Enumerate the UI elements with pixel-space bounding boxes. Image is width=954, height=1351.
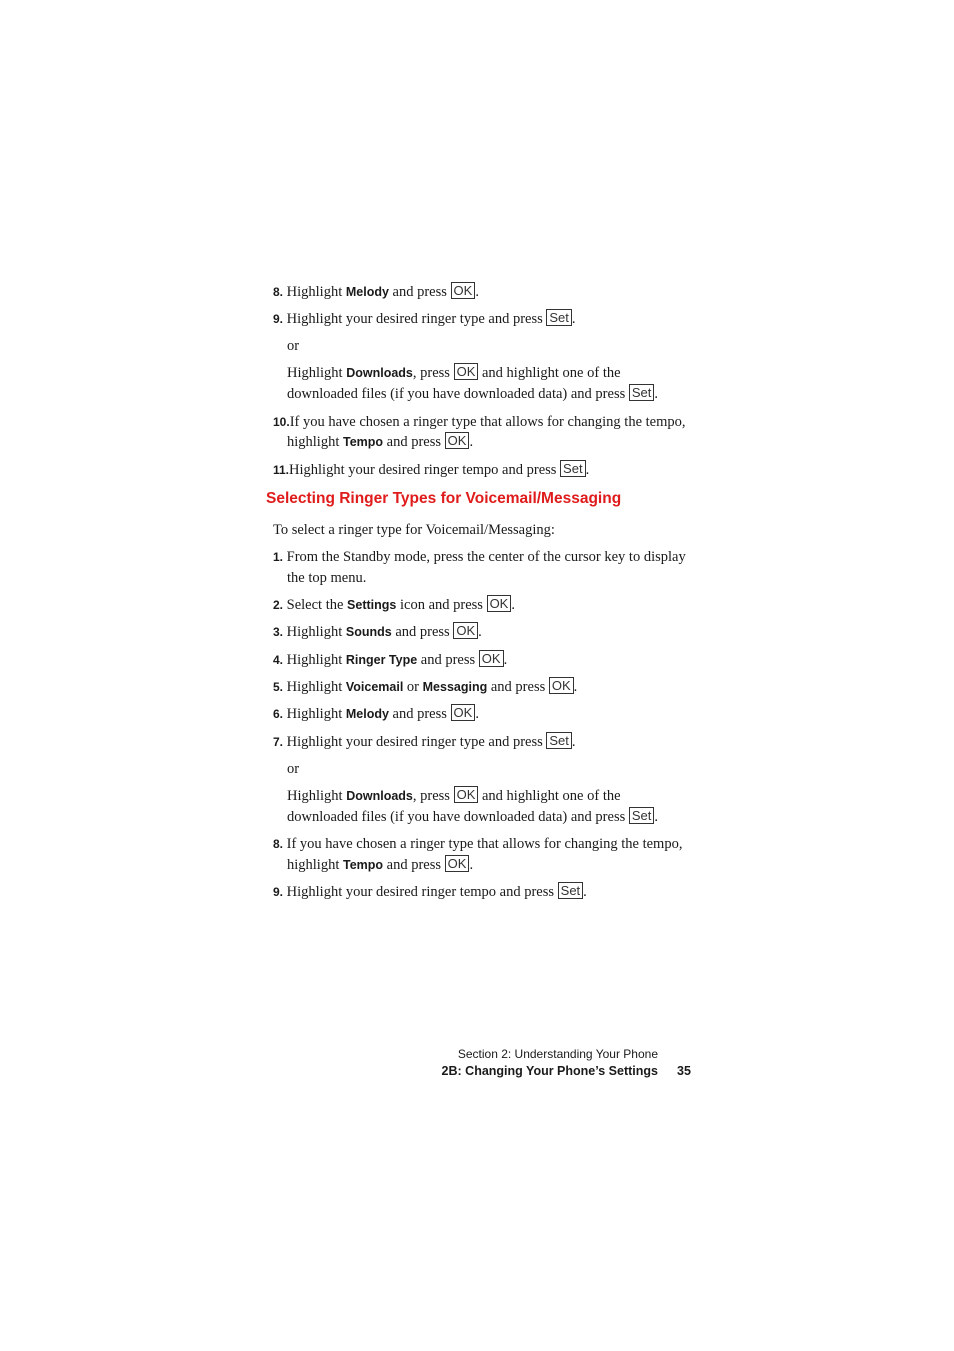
downloads-line-1: Highlight Downloads, press OK and highlight one of the: [287, 364, 621, 381]
step-10-tempo: 10.If you have chosen a ringer type that allows for changing the tempo,: [273, 414, 686, 430]
step-8-tempo: 8. If you have chosen a ringer type that allows for changing the tempo,: [273, 836, 683, 852]
set-key: Set: [560, 460, 586, 477]
step-3-sounds: 3. Highlight Sounds and press OK .: [273, 623, 482, 640]
ok-key: OK: [451, 282, 476, 299]
footer-chapter-label: 2B: Changing Your Phone’s Settings: [441, 1064, 658, 1078]
menu-term: Tempo: [343, 435, 384, 449]
downloads-line-2: downloaded files (if you have downloaded data) and press Set .: [287, 808, 658, 825]
menu-term: Settings: [347, 598, 397, 612]
step-number: 10.: [273, 415, 290, 429]
step-2-settings: 2. Select the Settings icon and press OK .: [273, 596, 515, 613]
step-number: 5.: [273, 680, 284, 694]
step-number: 8.: [273, 837, 284, 851]
step-5-voicemail: 5. Highlight Voicemail or Messaging and press OK .: [273, 678, 578, 695]
menu-term: Ringer Type: [345, 653, 418, 667]
step-8-line-2: highlight Tempo and press OK .: [287, 856, 474, 873]
step-9-desired-tempo: 9. Highlight your desired ringer tempo and press Set .: [273, 883, 587, 900]
step-number: 8.: [273, 285, 284, 299]
ok-key: OK: [451, 704, 476, 721]
set-key: Set: [558, 882, 584, 899]
step-number: 3.: [273, 625, 284, 639]
step-11-desired-tempo: 11.Highlight your desired ringer tempo and press Set .: [273, 461, 590, 478]
ok-key: OK: [454, 363, 479, 380]
step-number: 9.: [273, 312, 284, 326]
menu-term: Voicemail: [345, 680, 404, 694]
step-number: 9.: [273, 885, 284, 899]
menu-term: Downloads: [346, 789, 413, 803]
downloads-line-2: downloaded files (if you have downloaded data) and press Set .: [287, 385, 658, 402]
step-number: 4.: [273, 653, 284, 667]
step-7-ringer-type: 7. Highlight your desired ringer type and press Set .: [273, 733, 576, 750]
menu-term: Downloads: [346, 366, 413, 380]
step-10-line-2: highlight Tempo and press OK .: [287, 433, 474, 450]
ok-key: OK: [454, 786, 479, 803]
step-1-standby: 1. From the Standby mode, press the center of the cursor key to display: [273, 549, 686, 565]
set-key: Set: [629, 384, 655, 401]
step-number: 1.: [273, 550, 284, 564]
step-9-ringer-type: 9. Highlight your desired ringer type and press Set .: [273, 310, 576, 327]
or-text: or: [287, 761, 300, 777]
section-intro: To select a ringer type for Voicemail/Messaging:: [273, 522, 555, 538]
ok-key: OK: [549, 677, 574, 694]
menu-term: Messaging: [422, 680, 488, 694]
or-text: or: [287, 338, 300, 354]
set-key: Set: [546, 309, 572, 326]
step-1-line-2: the top menu.: [287, 570, 367, 586]
set-key: Set: [546, 732, 572, 749]
ok-key: OK: [445, 855, 470, 872]
menu-term: Sounds: [345, 625, 392, 639]
menu-term: Tempo: [343, 858, 384, 872]
set-key: Set: [629, 807, 655, 824]
ok-key: OK: [487, 595, 512, 612]
ok-key: OK: [479, 650, 504, 667]
step-8-melody: 8. Highlight Melody and press OK .: [273, 283, 479, 300]
step-number: 7.: [273, 735, 284, 749]
footer-section-label: Section 2: Understanding Your Phone: [457, 1047, 658, 1061]
menu-term: Melody: [345, 285, 389, 299]
step-6-melody: 6. Highlight Melody and press OK .: [273, 705, 479, 722]
step-number: 6.: [273, 707, 284, 721]
ok-key: OK: [445, 432, 470, 449]
menu-term: Melody: [345, 707, 389, 721]
downloads-line-1: Highlight Downloads, press OK and highlight one of the: [287, 787, 621, 804]
page-number: 35: [677, 1064, 691, 1078]
step-4-ringer-type: 4. Highlight Ringer Type and press OK .: [273, 651, 508, 668]
step-number: 11.: [273, 463, 290, 477]
ok-key: OK: [453, 622, 478, 639]
step-number: 2.: [273, 598, 284, 612]
section-heading: Selecting Ringer Types for Voicemail/Messaging: [266, 490, 622, 507]
